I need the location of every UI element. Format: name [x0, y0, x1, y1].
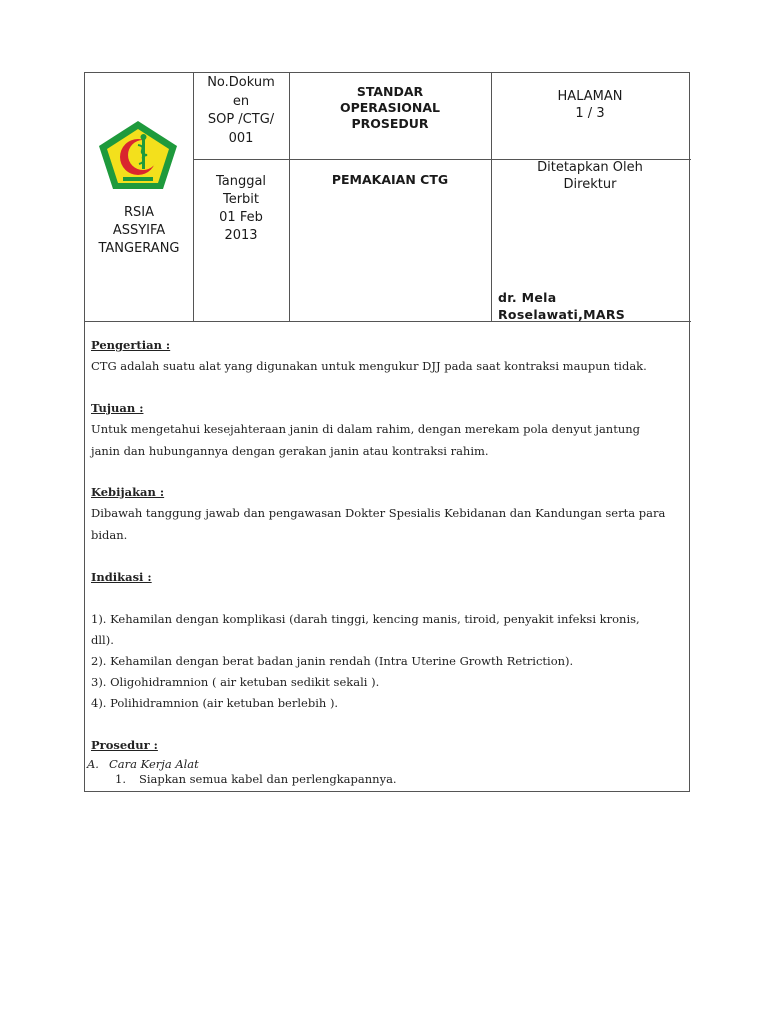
list-item: 4). Polihidramnion (air ketuban berlebih ).: [91, 696, 339, 710]
sop-title-line: OPERASIONAL: [339, 100, 440, 115]
issue-date-line: 01 Feb: [219, 210, 263, 225]
sop-title: [289, 84, 491, 132]
sop-title-line: STANDAR: [356, 84, 424, 99]
list-item: 1). Kehamilan dengan komplikasi (darah tinggi, kencing manis, tiroid, penyakit infeksi kronis,: [91, 612, 640, 626]
paragraph: janin dan hubungannya dengan gerakan janin atau kontraksi rahim.: [91, 444, 489, 458]
document-header: [85, 73, 689, 321]
paragraph: Dibawah tanggung jawab dan pengawasan Dokter Spesialis Kebidanan dan Kandungan serta para: [91, 506, 666, 520]
document-number: [193, 74, 289, 148]
approval-line: Ditetapkan Oleh: [537, 160, 643, 175]
section-heading-pengertian: Pengertian :: [91, 338, 171, 352]
list-item: 2). Kehamilan dengan berat badan janin rendah (Intra Uterine Growth Retriction).: [91, 654, 574, 668]
page-label: HALAMAN: [557, 89, 623, 104]
hospital-logo-cell: [85, 73, 193, 321]
issue-date-line: Tanggal: [215, 174, 267, 189]
section-heading-prosedur: Prosedur :: [91, 738, 158, 752]
procedure-subject-text: PEMAKAIAN CTG: [331, 172, 449, 187]
approval-line: Direktur: [563, 177, 617, 192]
sub-heading: Cara Kerja Alat: [109, 757, 199, 771]
document-number-line: SOP /CTG/: [207, 112, 275, 127]
director-name: [498, 289, 689, 323]
page-number: 1 / 3: [575, 106, 605, 121]
hospital-name-line: RSIA: [123, 205, 154, 220]
paragraph: Untuk mengetahui kesejahteraan janin di dalam rahim, dengan merekam pola denyut jantung: [91, 422, 641, 436]
director-name-line: dr. Mela: [498, 290, 557, 305]
hospital-logo: [97, 119, 179, 191]
hospital-name-line: TANGERANG: [98, 241, 180, 256]
list-item: 3). Oligohidramnion ( air ketuban sedikit sekali ).: [91, 675, 380, 689]
list-item-label: 1.: [115, 772, 126, 786]
document-number-line: en: [232, 93, 250, 109]
issue-date-line: 2013: [224, 228, 258, 243]
section-heading-tujuan: Tujuan :: [91, 401, 144, 415]
document-number-line: 001: [228, 130, 254, 146]
sop-title-line: PROSEDUR: [351, 116, 429, 131]
hospital-name-line: ASSYIFA: [112, 223, 166, 238]
list-item: Siapkan semua kabel dan perlengkapannya.: [139, 772, 397, 786]
page-info: [491, 88, 689, 122]
list-item-label: A.: [87, 757, 99, 771]
document-number-line: No.Dokum: [207, 75, 275, 90]
issue-date-line: Terbit: [222, 192, 260, 207]
approval-info: [491, 159, 689, 193]
sop-document: [84, 72, 690, 792]
director-name-line: Roselawati,MARS: [498, 307, 626, 322]
issue-date: [193, 173, 289, 245]
hospital-name: [85, 204, 193, 258]
list-item: dll).: [91, 633, 114, 647]
section-heading-indikasi: Indikasi :: [91, 570, 152, 584]
paragraph: CTG adalah suatu alat yang digunakan untuk mengukur DJJ pada saat kontraksi maupun tidak.: [91, 359, 647, 373]
section-heading-kebijakan: Kebijakan :: [91, 485, 165, 499]
paragraph: bidan.: [91, 528, 128, 542]
procedure-subject: [289, 171, 491, 188]
